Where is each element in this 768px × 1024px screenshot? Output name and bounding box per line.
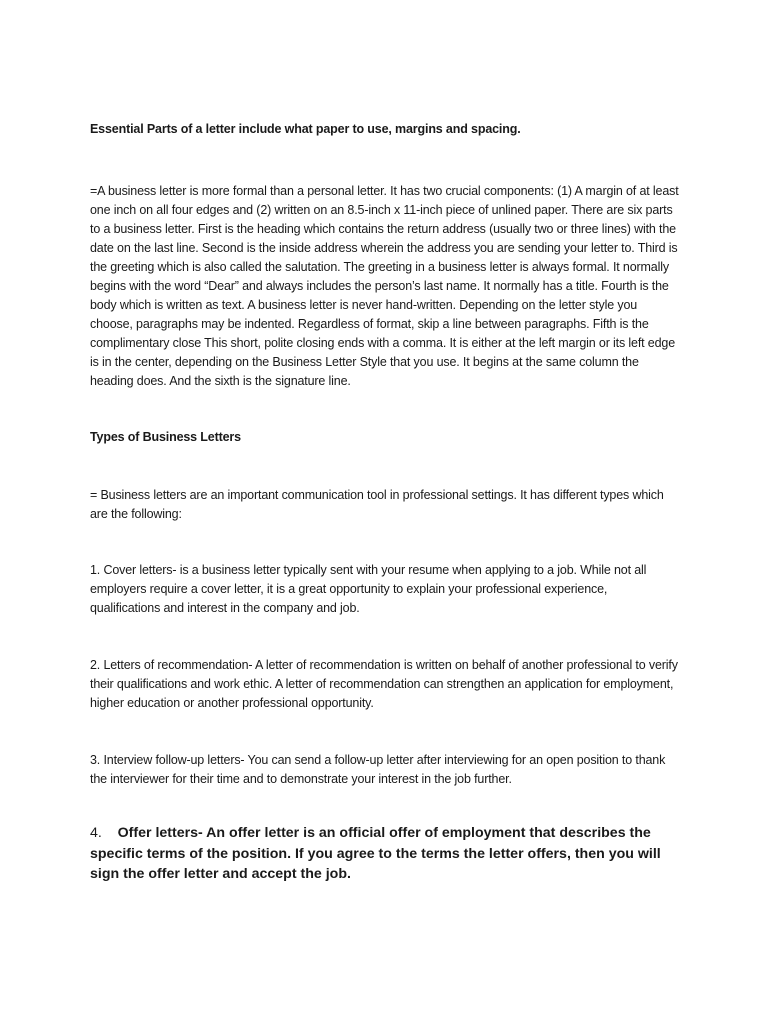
list-item-interview-follow-up: 3. Interview follow-up letters- You can send a follow-up letter after interviewing for an open position to thank the interviewer for their time and to demonstrate your interest in the job further.: [90, 753, 666, 786]
paragraph-types-intro: = Business letters are an important communication tool in professional settings. It has different types which are the following:: [90, 488, 664, 521]
heading-essential-parts: Essential Parts of a letter include what paper to use, margins and spacing.: [90, 122, 521, 136]
list-item-letters-of-recommendation: 2. Letters of recommendation- A letter of recommendation is written on behalf of another professional to verify their qualifications and work ethic. A letter of recommendation can strengthen an application for employment, higher education or another professional opportunity.: [90, 658, 678, 710]
paragraph-business-letter-parts: =A business letter is more formal than a personal letter. It has two crucial components: (1) A margin of at least one inch on all four edges and (2) written on an 8.5-inch x 11-inch piece of unlined paper. There are six parts to a business letter. First is the heading which contains the return address (usually two or three lines) with the date on the last line. Second is the inside address wherein the address you are sending your letter to. Third is the greeting which is also called the salutation. The greeting in a business letter is always formal. It normally begins with the word “Dear” and always includes the person’s last name. It normally has a title. Fourth is the body which is written as text. A business letter is never hand-written. Depending on the letter style you choose, paragraphs may be indented. Regardless of format, skip a line between paragraphs. Fifth is the complimentary close This short, polite closing ends with a comma. It is either at the left margin or its left edge is in the center, depending on the Business Letter Style that you use. It begins at the same column the heading does. And the sixth is the signature line.: [90, 184, 679, 388]
document-page: [90, 120, 680, 885]
list-item-offer-letters: [90, 823, 680, 885]
heading-types-of-letters: Types of Business Letters: [90, 430, 241, 444]
offer-letters-text: Offer letters- An offer letter is an official offer of employment that describes the specific terms of the position. If you agree to the terms the letter offers, then you will sign the offer letter and accept the job.: [90, 825, 661, 882]
list-item-number: 4.: [90, 825, 102, 841]
list-item-cover-letters: 1. Cover letters- is a business letter typically sent with your resume when applying to a job. While not all employers require a cover letter, it is a great opportunity to explain your professional experience, qualifications and interest in the company and job.: [90, 563, 647, 615]
